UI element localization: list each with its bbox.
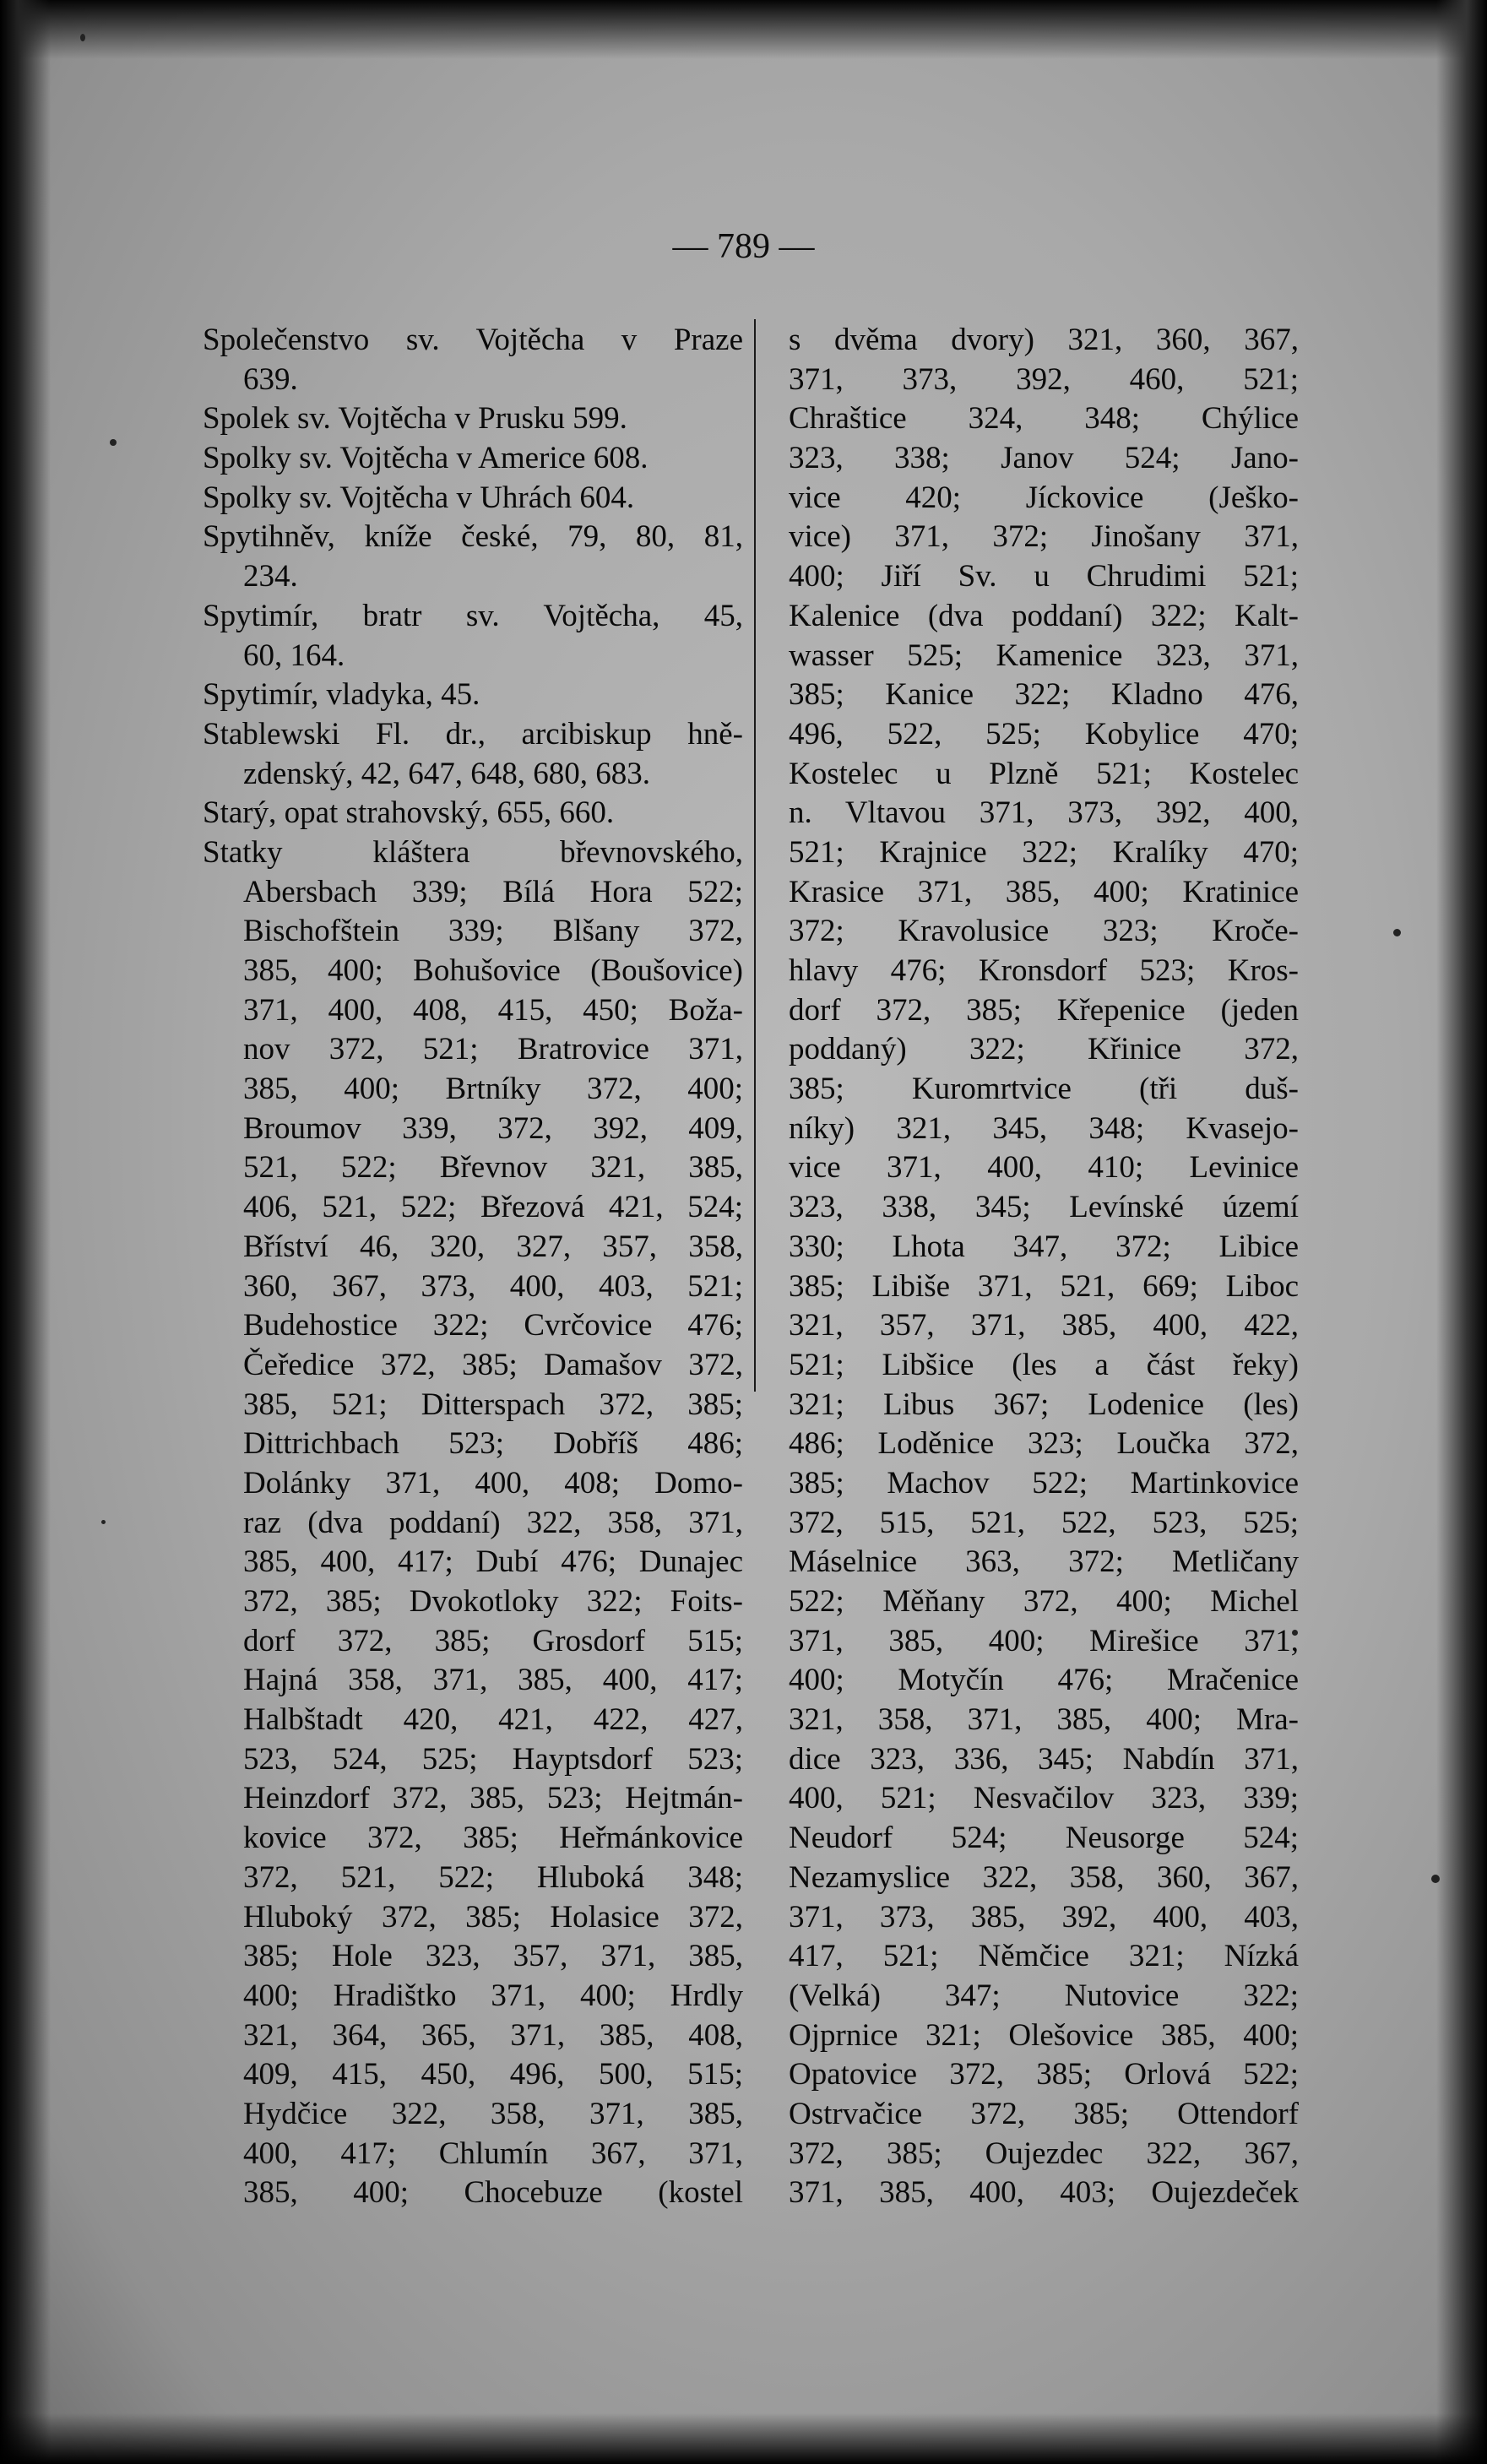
index-line: Opatovice 372, 385; Orlová 522;: [789, 2057, 1299, 2092]
dust-speck: [1431, 1875, 1440, 1883]
index-line: Nezamyslice 322, 358, 360, 367,: [789, 1859, 1299, 1895]
index-line: vice) 371, 372; Jinošany 371,: [789, 519, 1299, 555]
column-divider: [754, 319, 756, 1071]
index-line: 522; Měňany 372, 400; Michel: [789, 1584, 1299, 1619]
scan-shadow-right: [1436, 0, 1487, 2464]
index-line: 521, 522; Břevnov 321, 385,: [243, 1150, 743, 1186]
index-line: Krasice 371, 385, 400; Kratinice: [789, 874, 1299, 909]
dust-speck: [1393, 929, 1401, 936]
scan-shadow-left: [0, 0, 51, 2464]
index-line: Dolánky 371, 400, 408; Domo-: [243, 1465, 743, 1501]
index-line: Hydčice 322, 358, 371, 385,: [243, 2096, 743, 2131]
index-line: 372, 385; Oujezdec 322, 367,: [789, 2136, 1299, 2171]
index-line: 400; Jiří Sv. u Chrudimi 521;: [789, 559, 1299, 594]
index-line: Chraštice 324, 348; Chýlice: [789, 401, 1299, 437]
index-line: 372, 385; Dvokotloky 322; Foits-: [243, 1584, 743, 1619]
index-line: 371, 400, 408, 415, 450; Boža-: [243, 992, 743, 1028]
index-line: 385, 400; Brtníky 372, 400;: [243, 1072, 743, 1107]
index-line: n. Vltavou 371, 373, 392, 400,: [789, 795, 1299, 831]
index-line: Heinzdorf 372, 385, 523; Hejtmán-: [243, 1781, 743, 1816]
index-line: Dittrichbach 523; Dobříš 486;: [243, 1426, 743, 1462]
index-line: 406, 521, 522; Březová 421, 524;: [243, 1190, 743, 1225]
dust-speck: [80, 34, 85, 41]
scan-shadow-bottom: [0, 2413, 1487, 2464]
index-line: 385, 400, 417; Dubí 476; Dunajec: [243, 1544, 743, 1580]
index-line: kovice 372, 385; Heřmánkovice: [243, 1821, 743, 1856]
index-line: 385; Libiše 371, 521, 669; Liboc: [789, 1268, 1299, 1304]
index-line: Spytihněv, kníže české, 79, 80, 81,: [203, 519, 743, 555]
index-line: Ostrvačice 372, 385; Ottendorf: [789, 2096, 1299, 2131]
index-line: Starý, opat strahovský, 655, 660.: [203, 795, 615, 831]
right-column: [789, 321, 1299, 2213]
index-line: wasser 525; Kamenice 323, 371,: [789, 638, 1299, 673]
index-line: Spolky sv. Vojtěcha v Uhrách 604.: [203, 480, 635, 515]
left-column: [203, 321, 743, 2213]
index-line: Hajná 358, 371, 385, 400, 417;: [243, 1663, 743, 1698]
index-line: 521; Krajnice 322; Kralíky 470;: [789, 834, 1299, 870]
index-line: Neudorf 524; Neusorge 524;: [789, 1821, 1299, 1856]
index-line: nov 372, 521; Bratrovice 371,: [243, 1032, 743, 1067]
index-line: 321, 357, 371, 385, 400, 422,: [789, 1308, 1299, 1343]
column-divider-lower: [754, 1071, 756, 1392]
index-line: Kostelec u Plzně 521; Kostelec: [789, 756, 1299, 791]
index-line: 400, 521; Nesvačilov 323, 339;: [789, 1781, 1299, 1816]
index-line: 371, 385, 400; Mirešice 371,: [789, 1623, 1299, 1658]
index-line: 323, 338, 345; Levínské území: [789, 1190, 1299, 1225]
index-line: 372, 521, 522; Hluboká 348;: [243, 1859, 743, 1895]
index-line: Ojprnice 321; Olešovice 385, 400;: [789, 2017, 1299, 2053]
index-line: Bříství 46, 320, 327, 357, 358,: [243, 1229, 743, 1264]
index-line: 371, 373, 392, 460, 521;: [789, 361, 1299, 397]
index-line: vice 371, 400, 410; Levinice: [789, 1150, 1299, 1186]
index-line: 639.: [243, 361, 298, 397]
index-line: poddaný) 322; Křinice 372,: [789, 1032, 1299, 1067]
index-line: 371, 373, 385, 392, 400, 403,: [789, 1899, 1299, 1935]
index-line: vice 420; Jíckovice (Ješko-: [789, 480, 1299, 515]
page-number: — 789 —: [672, 227, 815, 266]
index-line: 371, 385, 400, 403; Oujezdeček: [789, 2175, 1299, 2211]
index-line: 385; Kuromrtvice (tři duš-: [789, 1072, 1299, 1107]
index-line: 521; Libšice (les a část řeky): [789, 1347, 1299, 1382]
index-line: Spytimír, vladyka, 45.: [203, 677, 480, 713]
index-line: 523, 524, 525; Hayptsdorf 523;: [243, 1741, 743, 1777]
index-line: Hluboký 372, 385; Holasice 372,: [243, 1899, 743, 1935]
index-line: 385, 400; Bohušovice (Boušovice): [243, 953, 743, 988]
index-line: dice 323, 336, 345; Nabdín 371,: [789, 1741, 1299, 1777]
index-line: Kalenice (dva poddaní) 322; Kalt-: [789, 598, 1299, 633]
index-line: Budehostice 322; Cvrčovice 476;: [243, 1308, 743, 1343]
index-line: Společenstvo sv. Vojtěcha v Praze: [203, 323, 743, 357]
index-line: 486; Loděnice 323; Loučka 372,: [789, 1426, 1299, 1462]
index-line: Stablewski Fl. dr., arcibiskup hně-: [203, 716, 743, 752]
index-line: Halbštadt 420, 421, 422, 427,: [243, 1702, 743, 1738]
index-line: 372; Kravolusice 323; Kroče-: [789, 914, 1299, 949]
index-line: 400; Motyčín 476; Mračenice: [789, 1663, 1299, 1698]
index-line: Máselnice 363, 372; Metličany: [789, 1544, 1299, 1580]
index-line: Broumov 339, 372, 392, 409,: [243, 1110, 743, 1146]
index-line: Statky kláštera břevnovského,: [203, 834, 743, 870]
index-line: 385, 521; Ditterspach 372, 385;: [243, 1387, 743, 1422]
dust-speck: [110, 439, 117, 446]
index-line: 409, 415, 450, 496, 500, 515;: [243, 2057, 743, 2092]
index-line: 323, 338; Janov 524; Jano-: [789, 441, 1299, 476]
index-line: hlavy 476; Kronsdorf 523; Kros-: [789, 953, 1299, 988]
index-line: dorf 372, 385; Grosdorf 515;: [243, 1623, 743, 1658]
index-line: 321, 358, 371, 385, 400; Mra-: [789, 1702, 1299, 1738]
index-line: dorf 372, 385; Křepenice (jeden: [789, 992, 1299, 1028]
index-line: 330; Lhota 347, 372; Libice: [789, 1229, 1299, 1264]
index-line: 385; Hole 323, 357, 371, 385,: [243, 1939, 743, 1974]
index-line: Spolek sv. Vojtěcha v Prusku 599.: [203, 401, 627, 437]
index-line: zdenský, 42, 647, 648, 680, 683.: [243, 756, 650, 791]
index-line: 385; Kanice 322; Kladno 476,: [789, 677, 1299, 713]
index-line: 400; Hradištko 371, 400; Hrdly: [243, 1978, 743, 2013]
index-line: Spolky sv. Vojtěcha v Americe 608.: [203, 441, 649, 476]
index-line: 400, 417; Chlumín 367, 371,: [243, 2136, 743, 2171]
index-line: 321; Libus 367; Lodenice (les): [789, 1387, 1299, 1422]
index-line: s dvěma dvory) 321, 360, 367,: [789, 323, 1299, 357]
index-line: 385; Machov 522; Martinkovice: [789, 1465, 1299, 1501]
index-line: 321, 364, 365, 371, 385, 408,: [243, 2017, 743, 2053]
index-line: raz (dva poddaní) 322, 358, 371,: [243, 1505, 743, 1540]
index-line: (Velká) 347; Nutovice 322;: [789, 1978, 1299, 2013]
dust-speck: [101, 1520, 106, 1524]
index-line: 385, 400; Chocebuze (kostel: [243, 2175, 743, 2211]
index-line: 417, 521; Němčice 321; Nízká: [789, 1939, 1299, 1974]
index-line: 372, 515, 521, 522, 523, 525;: [789, 1505, 1299, 1540]
scan-shadow-top: [0, 0, 1487, 59]
index-line: Abersbach 339; Bílá Hora 522;: [243, 874, 743, 909]
index-line: 360, 367, 373, 400, 403, 521;: [243, 1268, 743, 1304]
index-line: 60, 164.: [243, 638, 345, 673]
index-line: Bischofštein 339; Blšany 372,: [243, 914, 743, 949]
index-line: 234.: [243, 559, 298, 594]
index-line: Spytimír, bratr sv. Vojtěcha, 45,: [203, 598, 743, 633]
index-line: 496, 522, 525; Kobylice 470;: [789, 716, 1299, 752]
index-line: Čeředice 372, 385; Damašov 372,: [243, 1347, 743, 1382]
index-line: níky) 321, 345, 348; Kvasejo-: [789, 1110, 1299, 1146]
